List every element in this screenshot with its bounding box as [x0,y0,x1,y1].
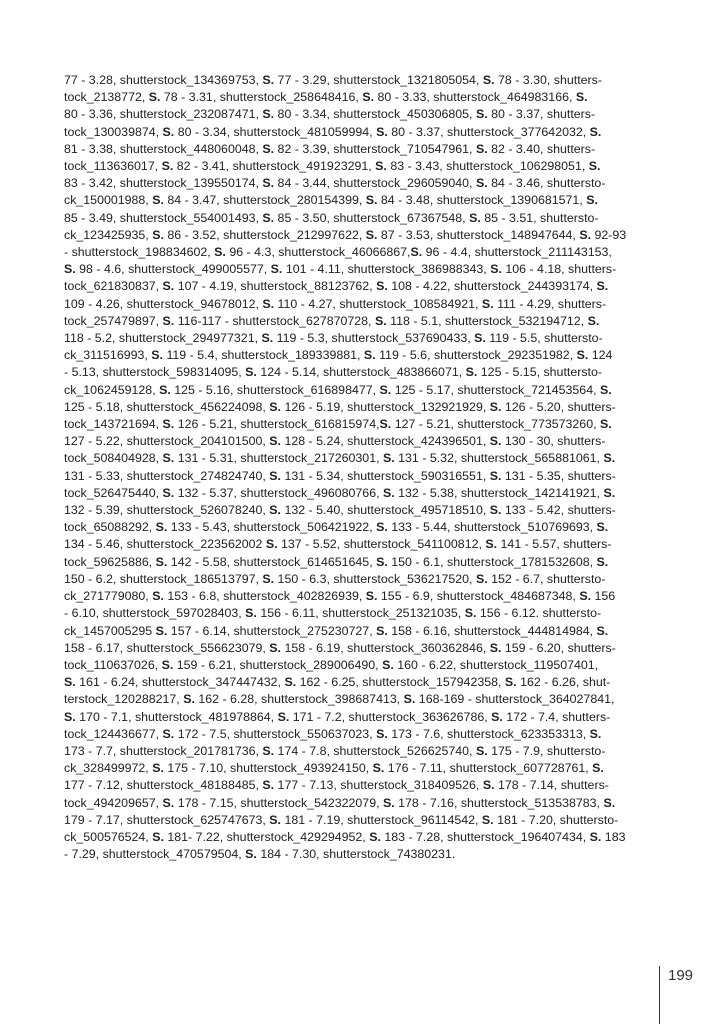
credit-line: tock_130039874, S. 80 - 3.34, shutterstock_481059994, S. 80 - 3.37, shutterstock_377642032, S. [64,124,602,139]
image-credits-paragraph [64,72,658,863]
credit-line: ck_1062459128, S. 125 - 5.16, shutterstock_616898477, S. 125 - 5.17, shutterstock_721453564, S. [64,382,612,397]
credit-line: ck_328499972, S. 175 - 7.10, shutterstock_493924150, S. 176 - 7.11, shutterstock_607728761, S. [64,761,604,776]
credit-line: tock_257479897, S. 116-117 - shutterstock_627870728, S. 118 - 5.1, shutterstock_532194712, S. [64,313,600,328]
credit-line: 132 - 5.39, shutterstock_526078240, S. 132 - 5.40, shutterstock_495718510, S. 133 - 5.42, shutters- [64,503,616,518]
credit-line: tock_124436677, S. 172 - 7.5, shutterstock_550637023, S. 173 - 7.6, shutterstock_623353313, S. [64,726,602,741]
credit-line: 134 - 5.46, shutterstock_223562002 S. 137 - 5.52, shutterstock_541100812, S. 141 - 5.57, shutters- [64,537,612,552]
credit-line: - 5.13, shutterstock_598314095, S. 124 - 5.14, shutterstock_483866071, S. 125 - 5.15, shuttersto- [64,365,603,380]
credit-line: 177 - 7.12, shutterstock_48188485, S. 177 - 7.13, shutterstock_318409526, S. 178 - 7.14, shutters- [64,778,609,793]
credit-line: tock_143721694, S. 126 - 5.21, shutterstock_616815974,S. 127 - 5.21, shutterstock_773573260, S. [64,417,612,432]
credit-line: 173 - 7.7, shutterstock_201781736, S. 174 - 7.8, shutterstock_526625740, S. 175 - 7.9, shuttersto- [64,743,606,758]
credit-line: ck_123425935, S. 86 - 3.52, shutterstock_212997622, S. 87 - 3.53, shutterstock_148947644, S. 92-93 [64,227,627,242]
credit-line: 83 - 3.42, shutterstock_139550174, S. 84 - 3.44, shutterstock_296059040, S. 84 - 3.46, shuttersto- [64,176,606,191]
credit-line: ck_1457005295 S. 157 - 6.14, shutterstock_275230727, S. 158 - 6.16, shutterstock_444814984, S. [64,623,609,638]
credit-line: 77 - 3.28, shutterstock_134369753, S. 77 - 3.29, shutterstock_1321805054, S. 78 - 3.30, shutters- [64,73,603,87]
credit-line: S. 170 - 7.1, shutterstock_481978864, S. 171 - 7.2, shutterstock_363626786, S. 172 - 7.4, shutters- [64,709,611,724]
credit-line: S. 161 - 6.24, shutterstock_347447432, S. 162 - 6.25, shutterstock_157942358, S. 162 - 6.26, shut- [64,675,611,690]
credit-line: 109 - 4.26, shutterstock_94678012, S. 110 - 4.27, shutterstock_108584921, S. 111 - 4.29, shutters- [64,296,607,311]
credit-line: terstock_120288217, S. 162 - 6.28, shutterstock_398687413, S. 168-169 - shutterstock_364027841, [64,692,615,707]
credit-line: tock_110637026, S. 159 - 6.21, shutterstock_289006490, S. 160 - 6.22, shutterstock_119507401, [64,657,599,672]
credit-line: 81 - 3.38, shutterstock_448060048, S. 82 - 3.39, shutterstock_710547961, S. 82 - 3.40, shutters- [64,141,596,156]
credit-line: 131 - 5.33, shutterstock_274824740, S. 131 - 5.34, shutterstock_590316551, S. 131 - 5.35, shutters- [64,468,616,483]
credit-line: 150 - 6.2, shutterstock_186513797, S. 150 - 6.3, shutterstock_536217520, S. 152 - 6.7, shuttersto- [64,571,606,586]
credit-line: tock_113636017, S. 82 - 3.41, shutterstock_491923291, S. 83 - 3.43, shutterstock_106298051, S. [64,159,601,174]
credit-line: ck_271779080, S. 153 - 6.8, shutterstock_402826939, S. 155 - 6.9, shutterstock_484687348, S. 156 [64,589,616,604]
credit-line: 80 - 3.36, shutterstock_232087471, S. 80 - 3.34, shutterstock_450306805, S. 80 - 3.37, shutters- [64,107,596,122]
credit-line: 179 - 7.17, shutterstock_625747673, S. 181 - 7.19, shutterstock_96114542, S. 181 - 7.20, shuttersto- [64,812,619,827]
credit-line: 158 - 6.17, shutterstock_556623079, S. 158 - 6.19, shutterstock_360362846, S. 159 - 6.20, shutters- [64,640,616,655]
credit-line: tock_59625886, S. 142 - 5.58, shutterstock_614651645, S. 150 - 6.1, shutterstock_1781532608, S. [64,554,609,569]
credit-line: tock_508404928, S. 131 - 5.31, shutterstock_217260301, S. 131 - 5.32, shutterstock_565881061, S. [64,451,616,466]
credit-line: - 6.10, shutterstock_597028403, S. 156 - 6.11, shutterstock_251321035, S. 156 - 6.12. shuttersto- [64,606,602,621]
credit-line: - shutterstock_198834602, S. 96 - 4.3, shutterstock_46066867,S. 96 - 4.4, shutterstock_211143153, [64,245,612,260]
credit-line: tock_621830837, S. 107 - 4.19, shutterstock_88123762, S. 108 - 4.22, shutterstock_244393174, S. [64,279,609,294]
credit-line: 125 - 5.18, shutterstock_456224098, S. 126 - 5.19, shutterstock_132921929, S. 126 - 5.20, shutters- [64,399,616,414]
credit-line: 127 - 5.22, shutterstock_204101500, S. 128 - 5.24, shutterstock_424396501, S. 130 - 30, shutters- [64,434,606,449]
credit-line: tock_526475440, S. 132 - 5.37, shutterstock_496080766, S. 132 - 5.38, shutterstock_142141921, S. [64,485,616,500]
credit-line: ck_150001988, S. 84 - 3.47, shutterstock_280154399, S. 84 - 3.48, shutterstock_1390681571, S. [64,193,598,208]
credit-line: 118 - 5.2, shutterstock_294977321, S. 119 - 5.3, shutterstock_537690433, S. 119 - 5.5, shuttersto- [64,331,603,346]
credit-line: ck_311516993, S. 119 - 5.4, shutterstock_189339881, S. 119 - 5.6, shutterstock_292351982, S. 124 [64,348,613,363]
credit-line: ck_500576524, S. 181- 7.22, shutterstock_429294952, S. 183 - 7.28, shutterstock_196407434, S. 183 [64,829,626,844]
credit-line: - 7.29, shutterstock_470579504, S. 184 - 7.30, shutterstock_74380231. [64,847,456,862]
page-number-rule [659,966,660,1024]
credit-line: 85 - 3.49, shutterstock_554001493, S. 85 - 3.50, shutterstock_67367548, S. 85 - 3.51, shuttersto- [64,210,599,225]
credit-line: tock_2138772, S. 78 - 3.31, shutterstock_258648416, S. 80 - 3.33, shutterstock_464983166, S. [64,90,588,105]
credit-line: tock_65088292, S. 133 - 5.43, shutterstock_506421922, S. 133 - 5.44, shutterstock_510769693, S. [64,520,609,535]
credit-line: tock_494209657, S. 178 - 7.15, shutterstock_542322079, S. 178 - 7.16, shutterstock_513538783, S. [64,795,616,810]
credit-line: S. 98 - 4.6, shutterstock_499005577, S. 101 - 4.11, shutterstock_386988343, S. 106 - 4.18, shutters- [64,262,617,277]
page-number: 199 [668,967,694,984]
